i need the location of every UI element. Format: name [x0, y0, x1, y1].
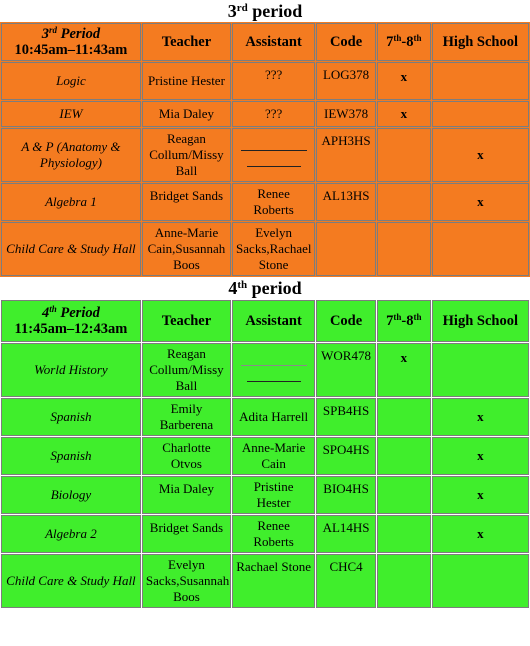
period-3-header-grade-b-suffix: th — [413, 33, 422, 43]
table-row — [1, 437, 529, 475]
grade-7-8-cell — [377, 554, 431, 608]
code-cell: SPB4HS — [316, 398, 376, 436]
period-3-header-period — [1, 23, 141, 61]
period-4-header-grade-a-suffix: th — [393, 312, 402, 322]
grade-7-8-cell: x — [377, 62, 431, 100]
teacher-cell: Anne-Marie Cain,Susannah Boos — [142, 222, 231, 276]
teacher-cell: Bridget Sands — [142, 515, 231, 553]
high-school-cell: x — [432, 515, 529, 553]
period-3-header-grades — [377, 23, 431, 61]
period-4-header-period — [1, 300, 141, 342]
teacher-cell: Reagan Collum/Missy Ball — [142, 343, 231, 397]
assistant-cell: Adita Harrell — [232, 398, 315, 436]
table-row — [1, 343, 529, 397]
code-cell: AL14HS — [316, 515, 376, 553]
period-3-title-suffix: rd — [236, 2, 248, 14]
period-3-header-grade-a: 7 — [386, 34, 394, 50]
period-3-header-grade-a-suffix: th — [393, 33, 402, 43]
assistant-cell: ??? — [232, 101, 315, 127]
high-school-cell: x — [432, 398, 529, 436]
blank-line — [241, 142, 307, 151]
blank-line — [247, 373, 301, 382]
period-4-header-grades — [377, 300, 431, 342]
assistant-cell: Pristine Hester — [232, 476, 315, 514]
grade-7-8-cell — [377, 183, 431, 221]
period-4-title-number: 4 — [228, 278, 238, 298]
grade-7-8-cell: x — [377, 343, 431, 397]
teacher-cell: Pristine Hester — [142, 62, 231, 100]
high-school-cell — [432, 222, 529, 276]
grade-7-8-cell — [377, 437, 431, 475]
table-row — [1, 515, 529, 553]
period-4-schedule-table — [0, 299, 530, 609]
period-3-header-row — [1, 23, 529, 61]
code-cell: SPO4HS — [316, 437, 376, 475]
subject-cell: Logic — [1, 62, 141, 100]
teacher-cell: Bridget Sands — [142, 183, 231, 221]
code-cell: WOR478 — [316, 343, 376, 397]
table-row — [1, 398, 529, 436]
high-school-cell — [432, 101, 529, 127]
assistant-cell: Evelyn Sacks,Rachael Stone — [232, 222, 315, 276]
subject-cell: World History — [1, 343, 141, 397]
period-4-header-grade-a: 7 — [386, 313, 394, 329]
period-3-header-teacher: Teacher — [142, 23, 231, 61]
period-3-title-word: period — [247, 1, 303, 21]
grade-7-8-cell — [377, 476, 431, 514]
assistant-cell: Anne-Marie Cain — [232, 437, 315, 475]
grade-7-8-cell: x — [377, 101, 431, 127]
subject-cell: Biology — [1, 476, 141, 514]
period-3-title — [0, 0, 530, 22]
code-cell: BIO4HS — [316, 476, 376, 514]
table-row — [1, 222, 529, 276]
grade-7-8-cell — [377, 515, 431, 553]
period-3-header-suffix: rd — [49, 25, 58, 35]
assistant-blank-cell — [232, 343, 315, 397]
table-row — [1, 128, 529, 182]
period-3-schedule-table — [0, 22, 530, 277]
subject-cell: Spanish — [1, 398, 141, 436]
subject-cell: Spanish — [1, 437, 141, 475]
table-row — [1, 101, 529, 127]
teacher-cell: Emily Barberena — [142, 398, 231, 436]
period-4-header-grade-b-suffix: th — [413, 312, 422, 322]
teacher-cell: Reagan Collum/Missy Ball — [142, 128, 231, 182]
period-3-title-number: 3 — [227, 1, 237, 21]
assistant-blank-cell — [232, 128, 315, 182]
code-cell: AL13HS — [316, 183, 376, 221]
teacher-cell: Mia Daley — [142, 101, 231, 127]
code-cell — [316, 222, 376, 276]
grade-7-8-cell — [377, 128, 431, 182]
subject-cell: Algebra 1 — [1, 183, 141, 221]
period-4-header-number: 4 — [42, 305, 50, 321]
teacher-cell: Evelyn Sacks,Susannah Boos — [142, 554, 231, 608]
assistant-cell: Renee Roberts — [232, 515, 315, 553]
period-4-title-suffix: th — [237, 279, 248, 291]
period-4-header-assistant: Assistant — [232, 300, 315, 342]
code-cell: CHC4 — [316, 554, 376, 608]
period-3-header-number: 3 — [41, 26, 49, 42]
period-4-header-teacher: Teacher — [142, 300, 231, 342]
code-cell: IEW378 — [316, 101, 376, 127]
period-4-header-grade-b: -8 — [401, 313, 414, 329]
period-3-header-code: Code — [316, 23, 376, 61]
blank-line — [241, 357, 307, 366]
code-cell: APH3HS — [316, 128, 376, 182]
period-4-header-high-school: High School — [432, 300, 529, 342]
period-4-title-word: period — [247, 278, 302, 298]
table-row — [1, 476, 529, 514]
period-4-header-code: Code — [316, 300, 376, 342]
subject-cell: IEW — [1, 101, 141, 127]
subject-cell: Child Care & Study Hall — [1, 554, 141, 608]
subject-cell: Algebra 2 — [1, 515, 141, 553]
assistant-cell: ??? — [232, 62, 315, 100]
high-school-cell: x — [432, 183, 529, 221]
grade-7-8-cell — [377, 398, 431, 436]
period-4-header-suffix: th — [49, 304, 57, 314]
period-4-header-word: Period — [56, 305, 100, 321]
subject-cell: Child Care & Study Hall — [1, 222, 141, 276]
period-3-header-assistant: Assistant — [232, 23, 315, 61]
period-3-header-grade-b: -8 — [401, 34, 414, 50]
period-4-header-time: 11:45am–12:43am — [14, 321, 128, 337]
high-school-cell: x — [432, 437, 529, 475]
high-school-cell — [432, 343, 529, 397]
grade-7-8-cell — [377, 222, 431, 276]
table-row — [1, 62, 529, 100]
teacher-cell: Charlotte Otvos — [142, 437, 231, 475]
period-3-header-time: 10:45am–11:43am — [14, 42, 128, 58]
period-4-header-row — [1, 300, 529, 342]
code-cell: LOG378 — [316, 62, 376, 100]
teacher-cell: Mia Daley — [142, 476, 231, 514]
period-3-header-word: Period — [57, 26, 101, 42]
table-row — [1, 554, 529, 608]
period-4-title — [0, 277, 530, 299]
high-school-cell: x — [432, 476, 529, 514]
assistant-cell: Rachael Stone — [232, 554, 315, 608]
high-school-cell — [432, 62, 529, 100]
subject-cell: A & P (Anatomy & Physiology) — [1, 128, 141, 182]
high-school-cell: x — [432, 128, 529, 182]
assistant-cell: Renee Roberts — [232, 183, 315, 221]
table-row — [1, 183, 529, 221]
high-school-cell — [432, 554, 529, 608]
blank-line — [247, 158, 301, 167]
period-3-header-high-school: High School — [432, 23, 529, 61]
